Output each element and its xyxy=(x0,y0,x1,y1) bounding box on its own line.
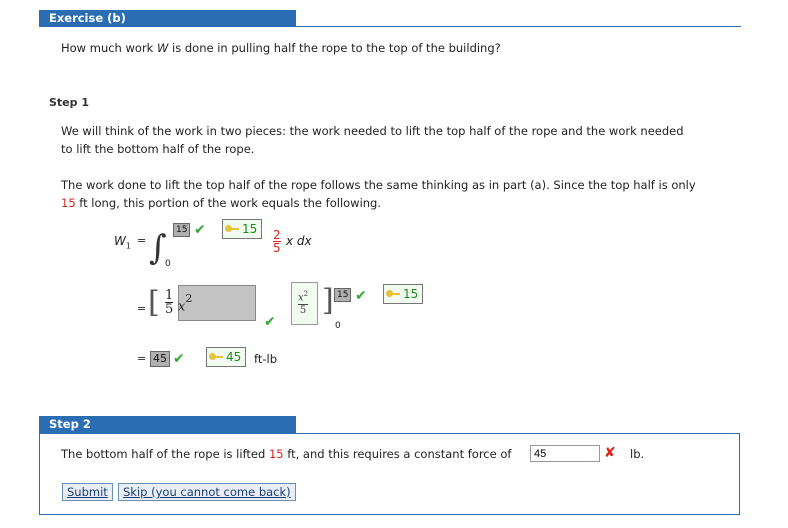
result-given: 45 xyxy=(150,351,170,367)
eval-upper-answer[interactable]: 15 xyxy=(383,284,423,304)
bottom-half-lift: 15 xyxy=(268,447,284,461)
check-icon: ✔ xyxy=(173,351,185,367)
cross-icon: ✘ xyxy=(604,445,616,461)
submit-button[interactable]: Submit xyxy=(62,483,113,501)
step2-label: Step 2 xyxy=(49,417,91,431)
work-variable: W xyxy=(157,41,169,55)
integral-sign: ∫ xyxy=(149,228,167,268)
skip-button[interactable]: Skip (you cannot come back) xyxy=(118,483,296,501)
left-bracket: [ xyxy=(148,285,160,320)
step1-paragraph2: The work done to lift the top half of the rope follows the same thinking as in part (a). Since the top half is only 15 ft long, this portion of the work equals the following. xyxy=(61,178,696,210)
result-answer[interactable]: 45 xyxy=(206,347,246,367)
key-icon xyxy=(386,289,400,299)
hint-box[interactable] xyxy=(291,282,318,325)
w1-label: $W_1$ xyxy=(114,234,131,251)
hint-fraction: $x^2$ 5 xyxy=(298,290,309,317)
force-input[interactable] xyxy=(530,445,600,462)
check-icon: ✔ xyxy=(264,314,276,330)
top-half-length: 15 xyxy=(61,196,76,210)
equals-3: = xyxy=(137,352,147,365)
step2-panel xyxy=(39,433,740,515)
key-icon xyxy=(225,224,239,234)
key-icon xyxy=(209,352,223,362)
antiderivative-fraction: 1 5 xyxy=(165,288,174,317)
eval-lower-limit: 0 xyxy=(335,321,341,331)
integral-upper-answer[interactable]: 15 xyxy=(222,219,262,239)
eval-upper-given: 15 xyxy=(334,288,351,302)
antiderivative-var: $x^2$ xyxy=(178,292,193,315)
step1-paragraph1: We will think of the work in two pieces: the work needed to lift the top half of the rope and the work needed to lift the bottom half of the rope. xyxy=(61,124,684,156)
exercise-rule xyxy=(39,26,741,27)
equals-1: = xyxy=(137,234,147,247)
check-icon: ✔ xyxy=(355,288,367,304)
coefficient-fraction: 2 5 xyxy=(273,228,281,255)
question-text: How much work W is done in pulling half the rope to the top of the building? xyxy=(61,41,501,55)
right-bracket: ] xyxy=(322,283,334,318)
step1-label: Step 1 xyxy=(49,96,89,109)
integrand-tail: x dx xyxy=(286,234,312,248)
equals-2: = xyxy=(137,302,147,315)
exercise-tab-label: Exercise (b) xyxy=(49,11,126,25)
integral-lower-limit: 0 xyxy=(165,259,171,269)
check-icon: ✔ xyxy=(194,222,206,238)
exercise-tab xyxy=(39,10,296,27)
step2-tab xyxy=(39,416,296,433)
force-unit: lb. xyxy=(630,447,645,461)
result-unit: ft-lb xyxy=(254,352,277,366)
step2-text: The bottom half of the rope is lifted 15 ft, and this requires a constant force of xyxy=(61,447,512,461)
integral-upper-given: 15 xyxy=(173,223,190,237)
